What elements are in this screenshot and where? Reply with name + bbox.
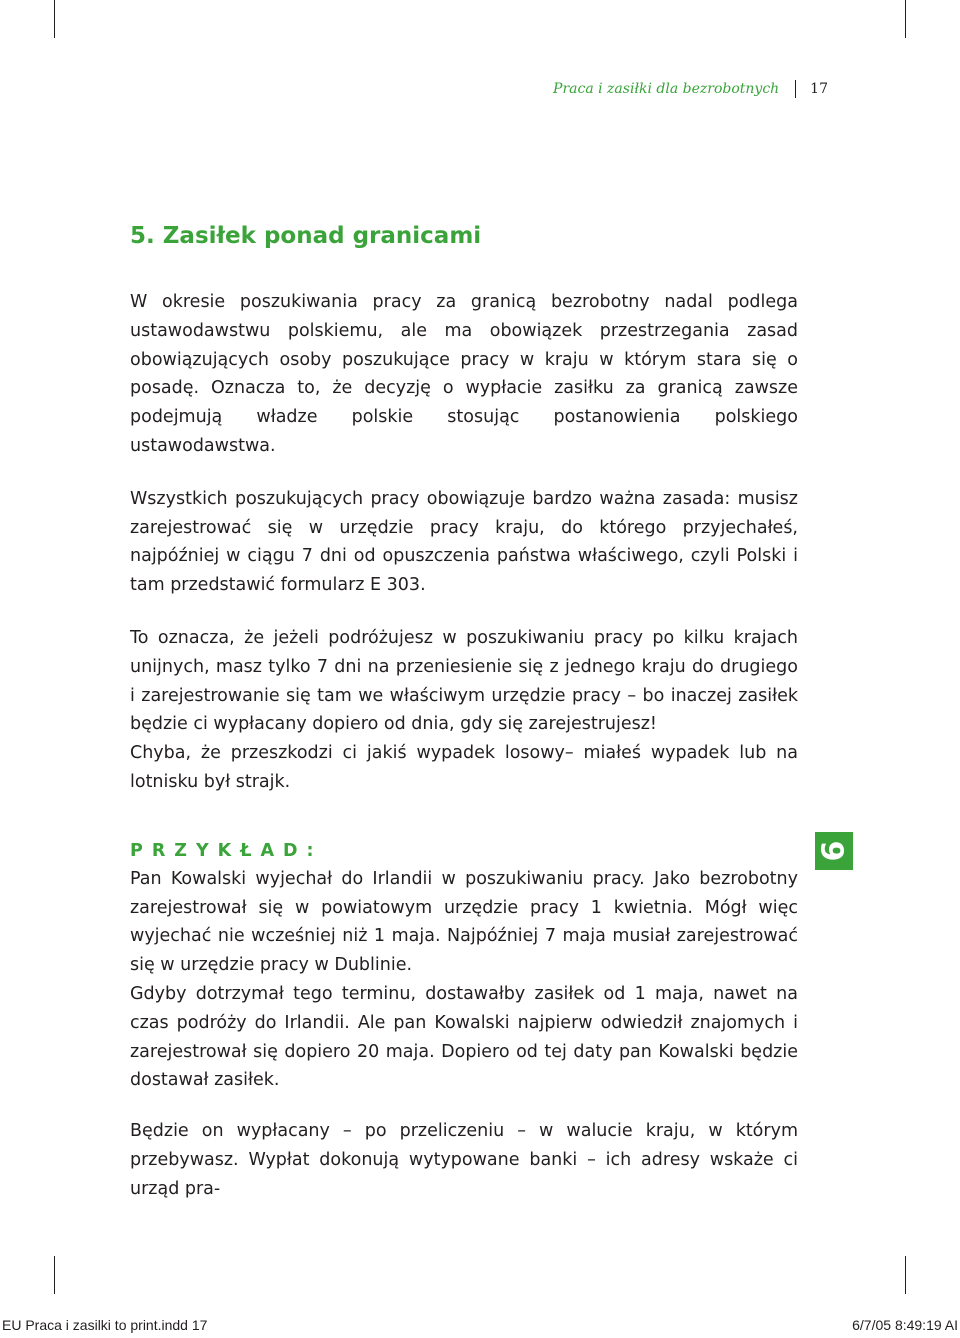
closing-paragraph: Będzie on wypłacany – po przeliczeniu – w walucie kraju, w którym przebywasz. Wypłat dokonują wytypowane banki – ich adresy wskaże ci urząd pra- xyxy=(130,1121,798,1199)
slug-filename: EU Praca i zasilki to print.indd 17 xyxy=(2,1317,208,1333)
example-label: PRZYKŁAD: xyxy=(130,840,323,861)
running-title: Praca i zasiłki dla bezrobotnych xyxy=(553,81,780,97)
chapter-number: 6 xyxy=(816,840,851,862)
page-number: 17 xyxy=(810,81,828,97)
crop-mark-top-left xyxy=(54,0,55,38)
crop-mark-bottom-right xyxy=(905,1256,906,1294)
page-body xyxy=(130,220,798,1204)
slug-timestamp: 6/7/05 8:49:19 AI xyxy=(852,1317,958,1333)
crop-mark-bottom-left xyxy=(54,1256,55,1294)
paragraph: Chyba, że przeszkodzi ci jakiś wypadek losowy– miałeś wypadek lub na lotnisku był strajk. xyxy=(130,743,798,792)
example-paragraph: Gdyby dotrzymał tego terminu, dostawałby zasiłek od 1 maja, nawet na czas podróży do Irlandii. Ale pan Kowalski najpierw odwiedził znajomych i zarejestrował się dopiero 20 maja. Dopiero od tej daty pan Kowalski będzie dostawał zasiłek. xyxy=(130,983,798,1091)
section-title: 5. Zasiłek ponad granicami xyxy=(130,223,482,249)
paragraph: To oznacza, że jeżeli podróżujesz w poszukiwaniu pracy po kilku krajach unijnych, masz tylko 7 dni na przeniesienie się z jednego kraju do drugiego i zarejestrowanie się tam we właściwym urzędzie pracy – bo inaczej zasiłek będzie ci wypłacany dopiero od dnia, gdy się zarejestrujesz! xyxy=(130,627,798,735)
example-paragraph: Pan Kowalski wyjechał do Irlandii w poszukiwaniu pracy. Jako bezrobotny zarejestrował się w powiatowym urzędzie pracy 1 kwietnia. Mógł więc wyjechać nie wcześniej niż 1 maja. Najpóźniej 7 maja musiał zarejestrować się w urzędzie pracy w Dublinie. xyxy=(130,868,798,976)
paragraph: W okresie poszukiwania pracy za granicą bezrobotny nadal podlega ustawodawstwu polskiemu, ale ma obowiązek przestrzegania zasad obowiązujących osoby poszukujące pracy w kraju w którym stara się o posadę. Oznacza to, że decyzję o wypłacie zasiłku za granicą zawsze podejmują władze polskie stosując postanowienia polskiego ustawodawstwa. xyxy=(130,292,798,456)
chapter-tab xyxy=(815,832,853,870)
header-divider xyxy=(795,80,796,98)
crop-mark-top-right xyxy=(905,0,906,38)
paragraph: Wszystkich poszukujących pracy obowiązuje bardzo ważna zasada: musisz zarejestrować się w urzędzie pracy kraju, do którego przyjechałeś, najpóźniej w ciągu 7 dni od opuszczenia państwa właściwego, czyli Polski i tam przedstawić formularz E 303. xyxy=(130,488,798,596)
running-header xyxy=(553,80,828,98)
